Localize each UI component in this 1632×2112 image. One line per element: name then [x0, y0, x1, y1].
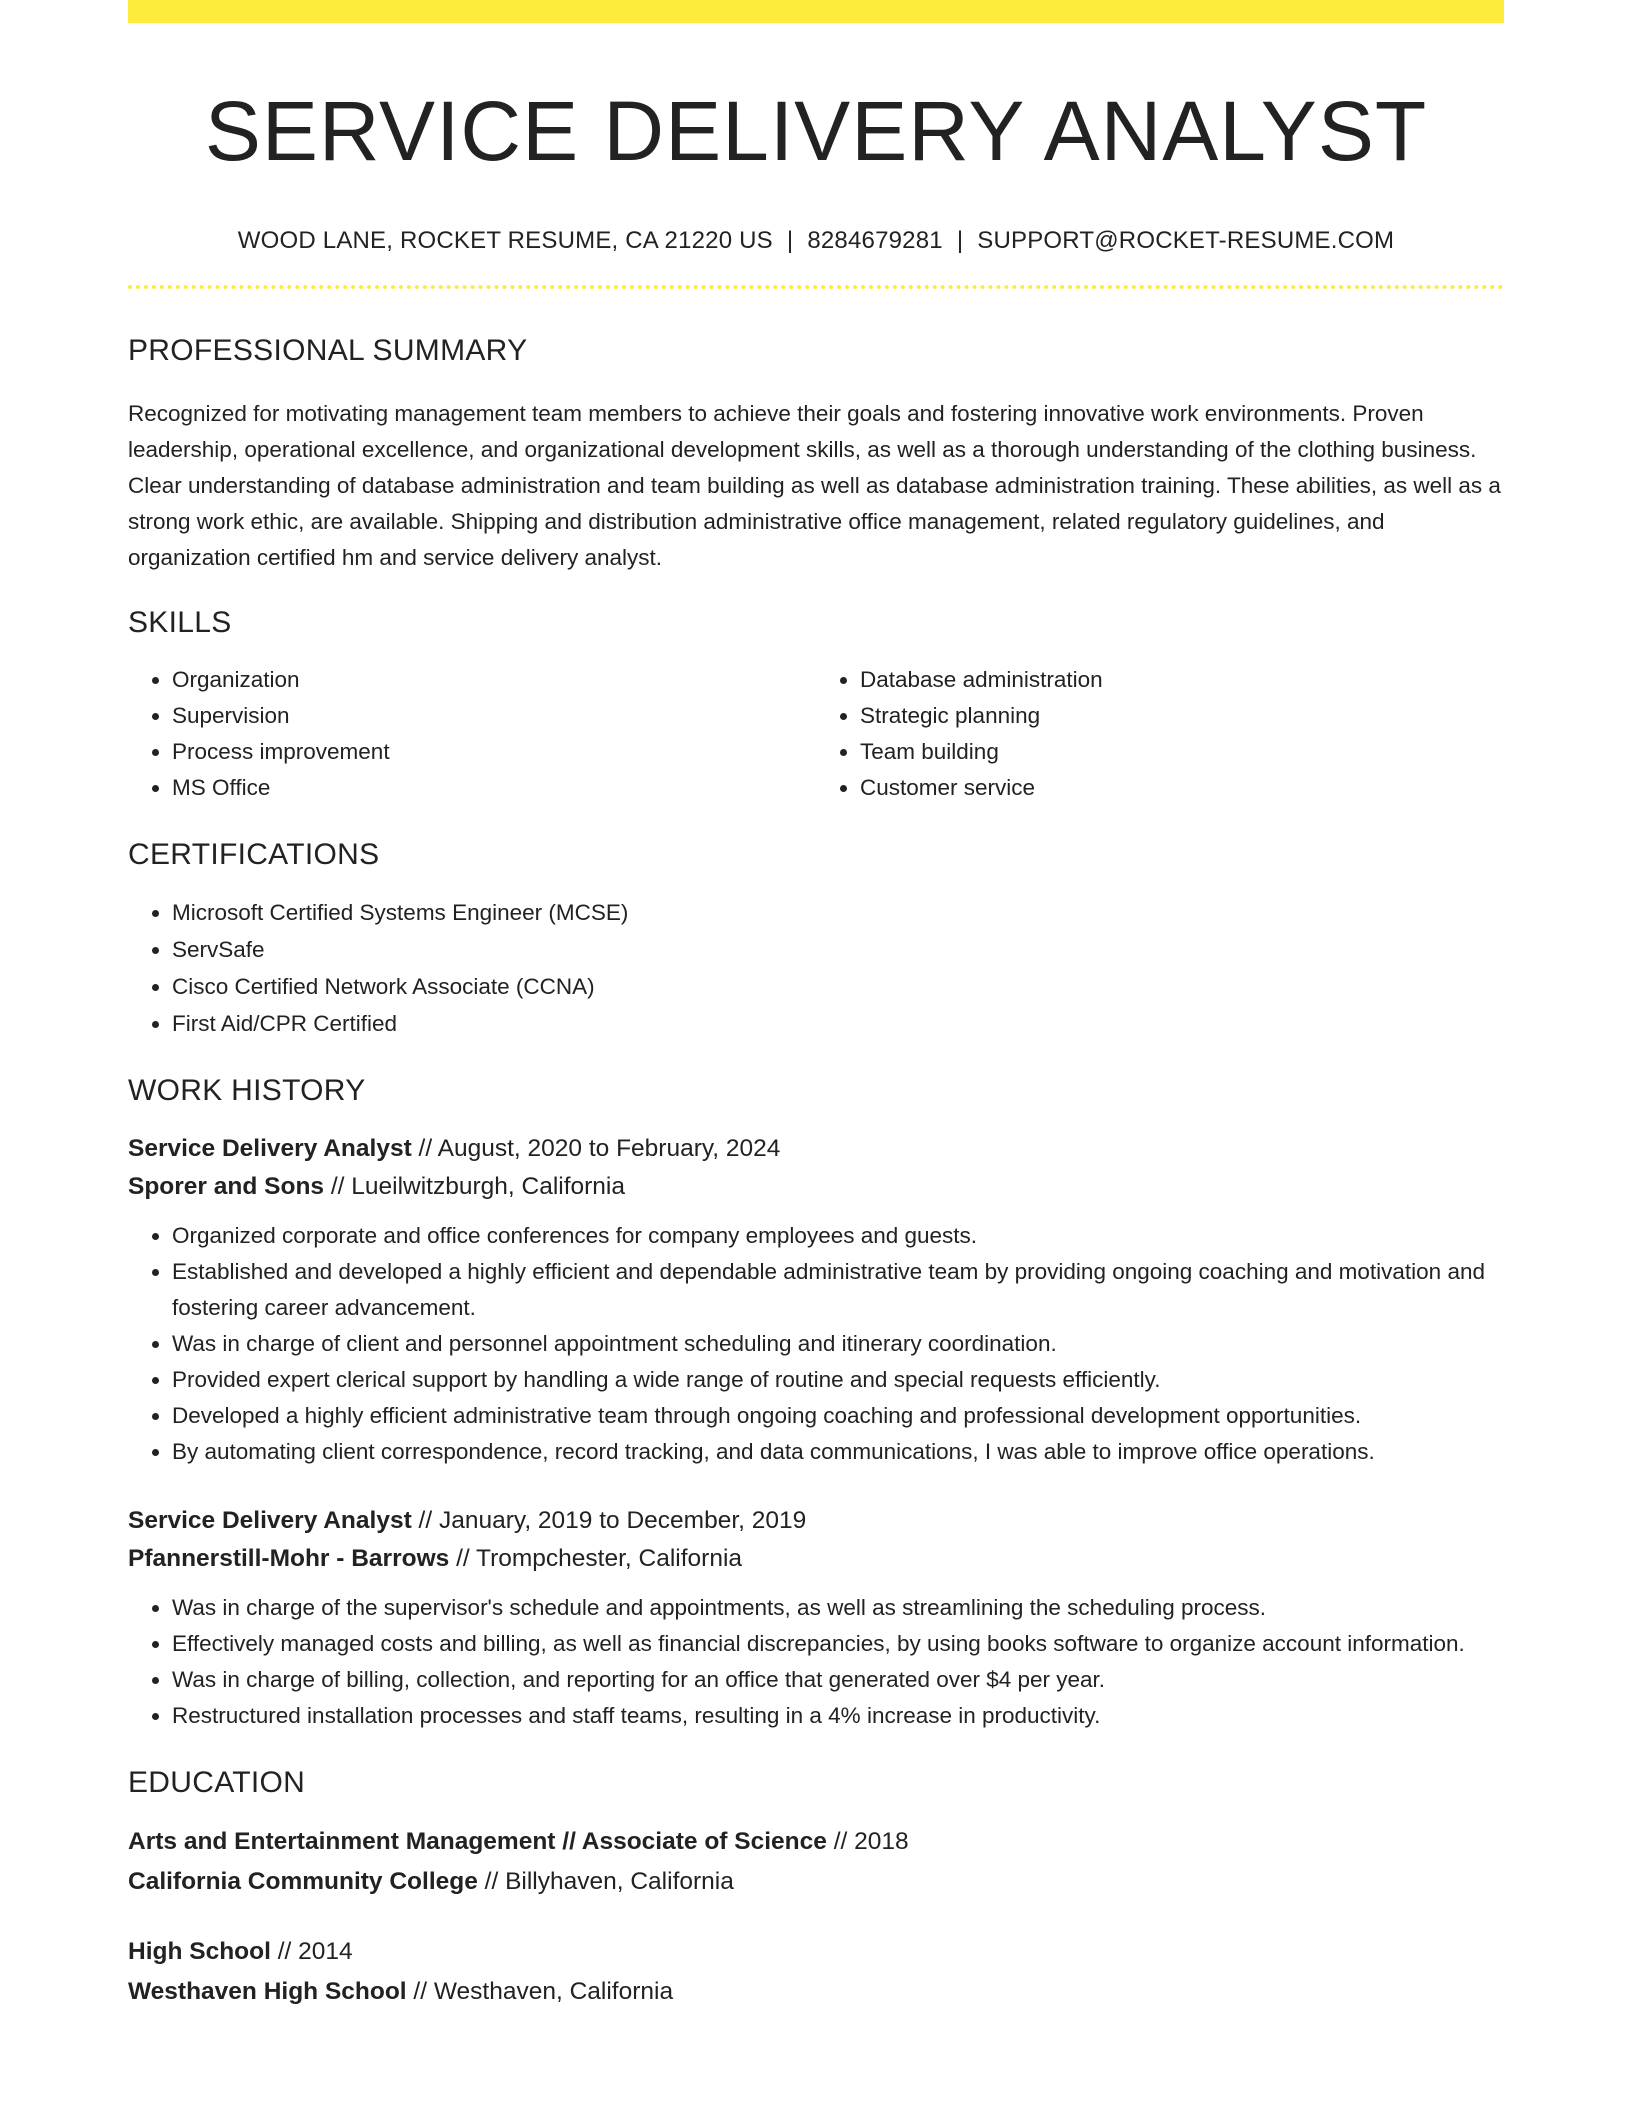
job-location: // Trompchester, California: [449, 1545, 743, 1573]
summary-text: Recognized for motivating management team members to achieve their goals and fostering innovative work environments. Proven leadership, operational excellence, and organizational development skills, as well as a thorough understanding of the clothing business. Clear understanding of database administration and team building as well as database administration training. These abilities, as well as a strong work ethic, are available. Shipping and distribution administrative office management, related regulatory guidelines, and organization certified hm and service delivery analyst.: [128, 401, 1501, 571]
job-location: // Lueilwitzburgh, California: [324, 1173, 625, 1201]
section-title-skills: SKILLS: [128, 606, 232, 640]
job-dates: // January, 2019 to December, 2019: [411, 1507, 807, 1535]
job-dates: // August, 2020 to February, 2024: [411, 1135, 781, 1163]
education-school: Westhaven High School: [128, 1978, 407, 2006]
job-bullet: • Provided expert clerical support by handling a wide range of routine and special requests efficiently.: [172, 1362, 1504, 1398]
contact-address: WOOD LANE, ROCKET RESUME, CA 21220 US: [237, 227, 773, 255]
accent-top-bar: [128, 0, 1504, 23]
job-company: Sporer and Sons: [128, 1173, 325, 1201]
contact-email[interactable]: SUPPORT@ROCKET-RESUME.COM: [977, 227, 1395, 255]
skill-item: • Database administration: [860, 662, 1504, 698]
skill-item: • Supervision: [172, 698, 816, 734]
job-bullet: • Restructured installation processes and staff teams, resulting in a 4% increase in productivity.: [172, 1698, 1504, 1734]
skill-item: • Team building: [860, 734, 1504, 770]
contact-line: [128, 227, 1504, 255]
skills-section: [128, 606, 1504, 806]
section-title-education: EDUCATION: [128, 1766, 306, 1800]
education-year: // 2018: [826, 1828, 909, 1856]
job-bullet: • Developed a highly efficient administrative team through ongoing coaching and professional development opportunities.: [172, 1398, 1504, 1434]
job-bullets: [128, 1590, 1504, 1734]
dotted-divider: [128, 285, 1504, 289]
job-company: Pfannerstill-Mohr - Barrows: [128, 1545, 450, 1573]
certification-item: • Cisco Certified Network Associate (CCNA): [172, 968, 1504, 1005]
job-bullet: • Organized corporate and office conferences for company employees and guests.: [172, 1218, 1504, 1254]
education-school: California Community College: [128, 1868, 478, 1896]
skill-item: • Organization: [172, 662, 816, 698]
job-bullets: [128, 1218, 1504, 1470]
skill-item: • Customer service: [860, 770, 1504, 806]
job-bullet: • By automating client correspondence, record tracking, and data communications, I was able to improve office operations.: [172, 1434, 1504, 1470]
education-section: [128, 1766, 1504, 2012]
education-degree: High School: [128, 1938, 271, 1966]
education-entry: [128, 1932, 1504, 2012]
job-entry: [128, 1130, 1504, 1470]
certification-item: • Microsoft Certified Systems Engineer (MCSE): [172, 894, 1504, 931]
section-title-certifications: CERTIFICATIONS: [128, 838, 380, 872]
resume-title: SERVICE DELIVERY ANALYST: [204, 84, 1428, 178]
skills-list-right: [816, 662, 1504, 806]
job-header: [128, 1502, 1504, 1578]
skill-item: • Strategic planning: [860, 698, 1504, 734]
skills-columns: [128, 662, 1504, 806]
job-role: Service Delivery Analyst: [128, 1507, 412, 1535]
contact-phone: 8284679281: [807, 227, 943, 255]
job-bullet: • Effectively managed costs and billing, as well as financial discrepancies, by using books software to organize account information.: [172, 1626, 1504, 1662]
job-header: [128, 1130, 1504, 1206]
job-entry: [128, 1502, 1504, 1734]
skills-list-left: [128, 662, 816, 806]
contact-separator: |: [956, 227, 964, 255]
certification-item: • ServSafe: [172, 931, 1504, 968]
contact-separator: |: [786, 227, 794, 255]
job-bullet: • Was in charge of billing, collection, and reporting for an office that generated over $4 per year.: [172, 1662, 1504, 1698]
section-title-work-history: WORK HISTORY: [128, 1074, 366, 1108]
section-title-summary: PROFESSIONAL SUMMARY: [128, 334, 528, 368]
education-entry: [128, 1822, 1504, 1902]
skill-item: • Process improvement: [172, 734, 816, 770]
job-bullet: • Was in charge of client and personnel appointment scheduling and itinerary coordination.: [172, 1326, 1504, 1362]
work-history-section: [128, 1074, 1504, 1734]
certifications-section: [128, 838, 1504, 1042]
education-degree: Arts and Entertainment Management // Associate of Science: [128, 1828, 827, 1856]
resume-page: [128, 0, 1504, 2012]
summary-section: [128, 334, 1504, 576]
education-year: // 2014: [270, 1938, 353, 1966]
certification-item: • First Aid/CPR Certified: [172, 1005, 1504, 1042]
job-role: Service Delivery Analyst: [128, 1135, 412, 1163]
job-bullet: • Established and developed a highly efficient and dependable administrative team by providing ongoing coaching and motivation and fostering career advancement.: [172, 1254, 1504, 1326]
education-location: // Westhaven, California: [406, 1978, 674, 2006]
skill-item: • MS Office: [172, 770, 816, 806]
certifications-list: [128, 894, 1504, 1042]
education-location: // Billyhaven, California: [477, 1868, 734, 1896]
job-bullet: • Was in charge of the supervisor's schedule and appointments, as well as streamlining the scheduling process.: [172, 1590, 1504, 1626]
